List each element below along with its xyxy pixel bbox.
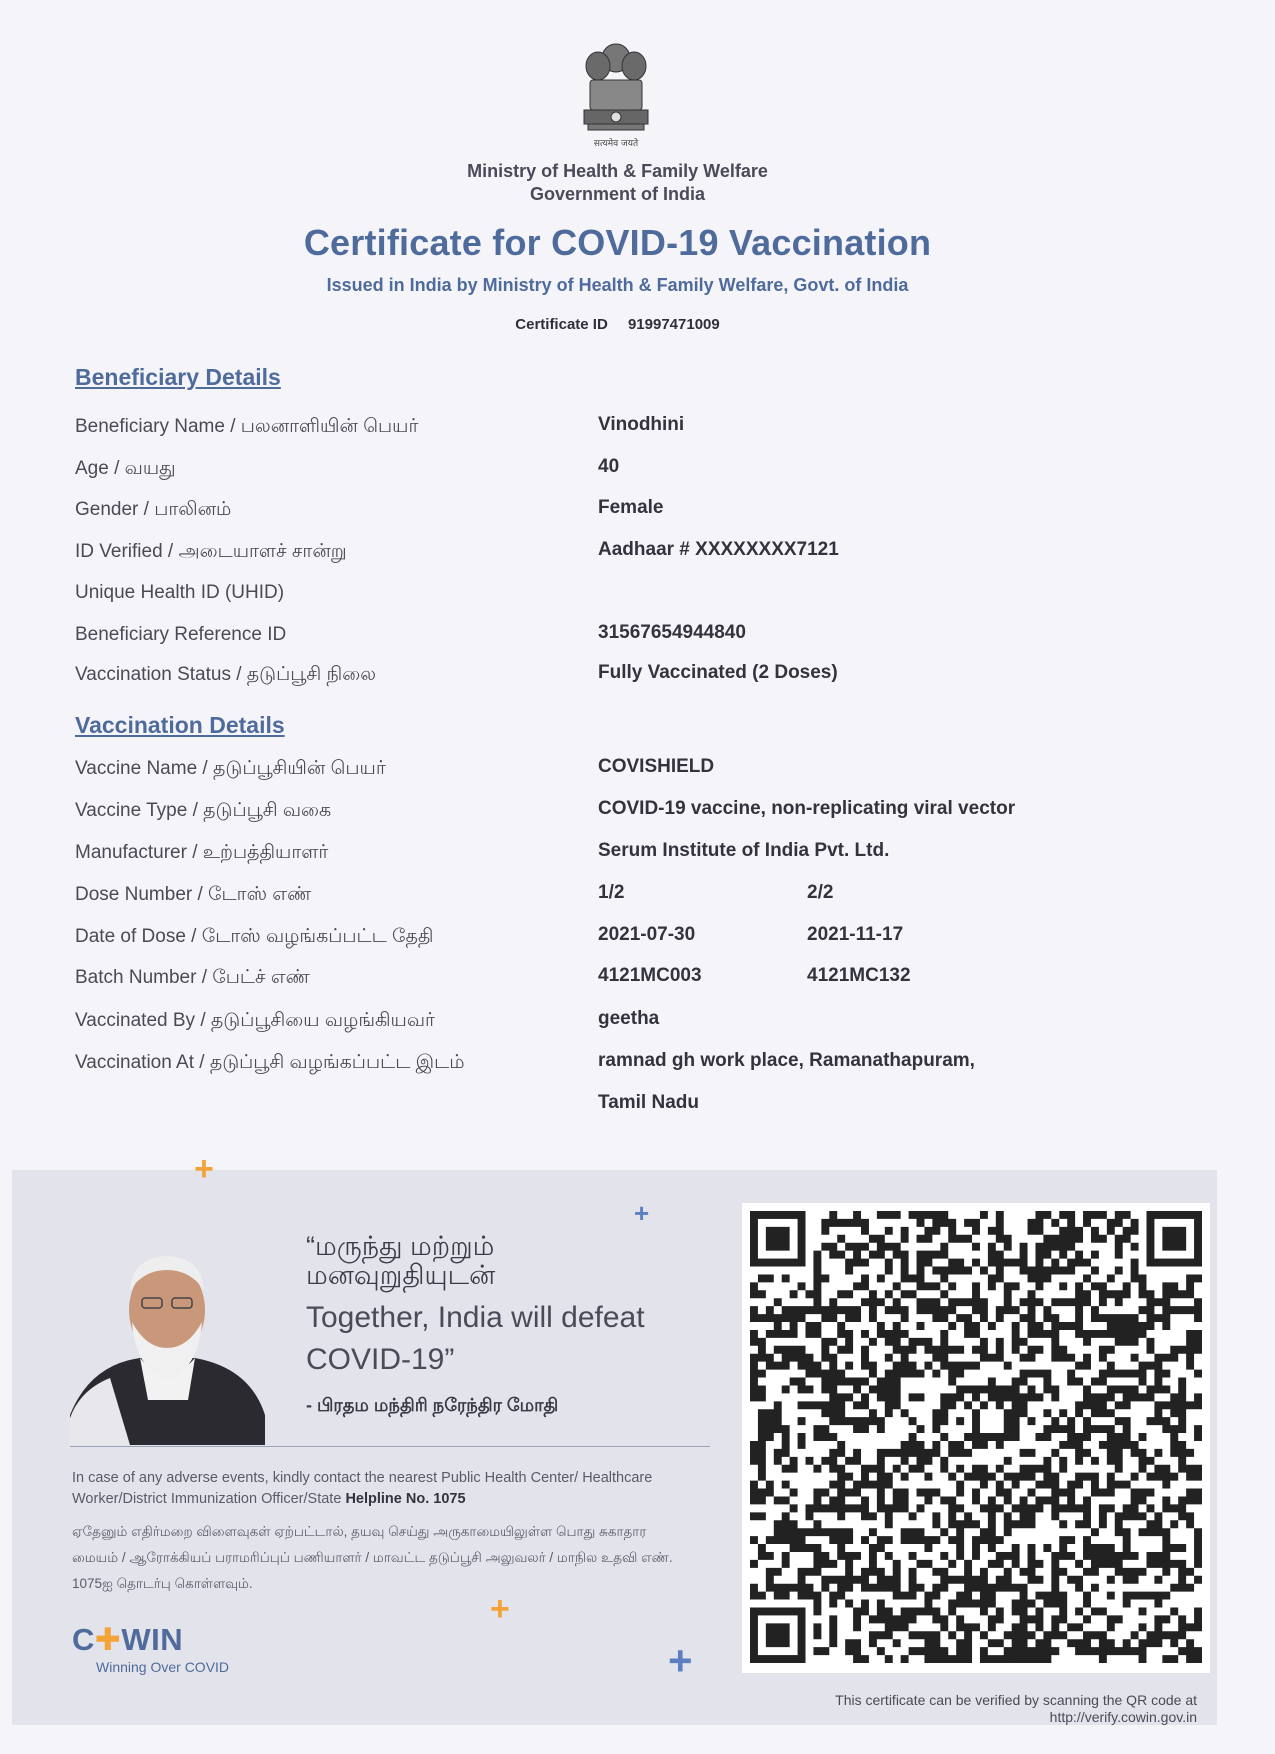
qr-code-icon bbox=[742, 1203, 1210, 1673]
field-label: Manufacturer / உற்பத்தியாளர் bbox=[75, 842, 329, 863]
id-verified-row bbox=[75, 541, 1175, 571]
field-value: COVISHIELD bbox=[598, 756, 715, 777]
national-emblem-icon bbox=[576, 36, 656, 154]
ministry-name: Ministry of Health & Family Welfare bbox=[467, 161, 768, 181]
field-label: Date of Dose / டோஸ் வழங்கப்பட்ட தேதி bbox=[75, 926, 434, 947]
field-value: 1/2 bbox=[598, 882, 625, 903]
field-label: Gender / பாலினம் bbox=[75, 499, 232, 520]
field-value: Female bbox=[598, 497, 664, 518]
field-label: Batch Number / பேட்ச் எண் bbox=[75, 967, 310, 988]
certificate-title: Certificate for COVID-19 Vaccination bbox=[303, 222, 932, 263]
batch-number-row bbox=[75, 967, 1175, 997]
field-label: Beneficiary Name / பலனாளியின் பெயர் bbox=[75, 416, 419, 437]
helpline-number: Helpline No. 1075 bbox=[345, 1491, 466, 1507]
adverse-events-tamil: ஏதேனும் எதிர்மறை விளைவுகள் ஏற்பட்டால், தயவு செய்து அருகாமையிலுள்ள பொது சுகாதார மையம் / ஆரோக்கியப் பராமரிப்புப் பணியாளர் / மாவட்ட தடுப்பூசி அலுவலர் / மாநில உதவி எண். 1075ஐ தொடர்பு கொள்ளவும். bbox=[72, 1524, 673, 1591]
plus-decoration-icon: + bbox=[490, 1590, 510, 1628]
field-value: Tamil Nadu bbox=[598, 1092, 699, 1113]
vaccination-at-row bbox=[75, 1052, 1175, 1082]
field-value: COVID-19 vaccine, non-replicating viral vector bbox=[598, 798, 1016, 819]
vaccinated-by-row bbox=[75, 1010, 1175, 1040]
uhid-row bbox=[75, 582, 1175, 612]
field-value: ramnad gh work place, Ramanathapuram, bbox=[598, 1050, 975, 1071]
beneficiary-section-title: Beneficiary Details bbox=[75, 364, 281, 390]
field-label: Vaccine Name / தடுப்பூசியின் பெயர் bbox=[75, 758, 386, 779]
field-label: ID Verified / அடையாளச் சான்று bbox=[75, 541, 347, 562]
quote-english: Together, India will defeat COVID-19” bbox=[306, 1301, 645, 1376]
cowin-logo: C✚WIN bbox=[72, 1622, 184, 1657]
plus-decoration-icon: + bbox=[668, 1637, 693, 1684]
field-label: Unique Health ID (UHID) bbox=[75, 582, 285, 603]
field-value: Serum Institute of India Pvt. Ltd. bbox=[598, 840, 890, 861]
dose-number-row bbox=[75, 884, 1175, 914]
reference-id-row bbox=[75, 624, 1175, 654]
verification-url: http://verify.cowin.gov.in bbox=[1049, 1709, 1197, 1725]
field-label: Age / வயது bbox=[75, 458, 176, 479]
date-of-dose-row bbox=[75, 926, 1175, 956]
prime-minister-portrait bbox=[70, 1240, 265, 1445]
vaccination-at-row-continued bbox=[75, 1094, 1175, 1124]
plus-decoration-icon: + bbox=[194, 1150, 214, 1188]
field-value: 31567654944840 bbox=[598, 622, 746, 643]
field-label: Vaccination At / தடுப்பூசி வழங்கப்பட்ட இடம் bbox=[75, 1052, 465, 1073]
field-value: Vinodhini bbox=[598, 414, 685, 435]
field-value: Aadhaar # XXXXXXXX7121 bbox=[598, 539, 839, 560]
field-value: Fully Vaccinated (2 Doses) bbox=[598, 662, 838, 683]
age-row bbox=[75, 458, 1175, 488]
field-value: 2021-07-30 bbox=[598, 924, 696, 945]
certificate-id bbox=[0, 316, 1235, 333]
field-label: Vaccine Type / தடுப்பூசி வகை bbox=[75, 800, 332, 821]
field-value: 4121MC003 bbox=[598, 965, 702, 986]
vaccination-section-title: Vaccination Details bbox=[75, 712, 285, 738]
field-value-dose-2: 2021-11-17 bbox=[807, 924, 904, 945]
quote-attribution: - பிரதம மந்திரி நரேந்திர மோதி bbox=[306, 1395, 559, 1415]
field-value: 40 bbox=[598, 456, 620, 477]
plus-o-icon: ✚ bbox=[94, 1622, 122, 1657]
verification-note bbox=[835, 1692, 1197, 1726]
divider bbox=[70, 1446, 710, 1447]
issued-by: Issued in India by Ministry of Health & Family Welfare, Govt. of India bbox=[326, 275, 909, 295]
verification-text: This certificate can be verified by scanning the QR code at bbox=[835, 1692, 1197, 1708]
manufacturer-row bbox=[75, 842, 1175, 872]
plus-decoration-icon: + bbox=[634, 1198, 650, 1228]
field-value-dose-2: 2/2 bbox=[807, 882, 834, 903]
field-label: Dose Number / டோஸ் எண் bbox=[75, 884, 312, 905]
quote-tamil: “மருந்து மற்றும் மனவுறுதியுடன் bbox=[306, 1231, 496, 1290]
beneficiary-name-row bbox=[75, 416, 1175, 446]
field-label: Vaccination Status / தடுப்பூசி நிலை bbox=[75, 664, 376, 685]
cowin-tagline: Winning Over COVID bbox=[96, 1659, 230, 1675]
vaccine-type-row bbox=[75, 800, 1175, 830]
field-value-dose-2: 4121MC132 bbox=[807, 965, 911, 986]
vaccination-status-row bbox=[75, 664, 1175, 694]
certificate-id-label: Certificate ID bbox=[515, 316, 608, 333]
field-label: Beneficiary Reference ID bbox=[75, 624, 287, 645]
government-name: Government of India bbox=[529, 184, 706, 204]
certificate-id-value: 91997471009 bbox=[627, 316, 720, 333]
gender-row bbox=[75, 499, 1175, 529]
vaccine-name-row bbox=[75, 758, 1175, 788]
adverse-events-english bbox=[72, 1468, 672, 1510]
field-label: Vaccinated By / தடுப்பூசியை வழங்கியவர் bbox=[75, 1010, 435, 1031]
adverse-events-text: In case of any adverse events, kindly contact the nearest Public Health Center/ Healthcare Worker/District Immunization Officer/State bbox=[72, 1470, 653, 1507]
svg-text:सत्यमेव जयते: सत्यमेव जयते bbox=[593, 139, 639, 149]
field-value: geetha bbox=[598, 1008, 660, 1029]
